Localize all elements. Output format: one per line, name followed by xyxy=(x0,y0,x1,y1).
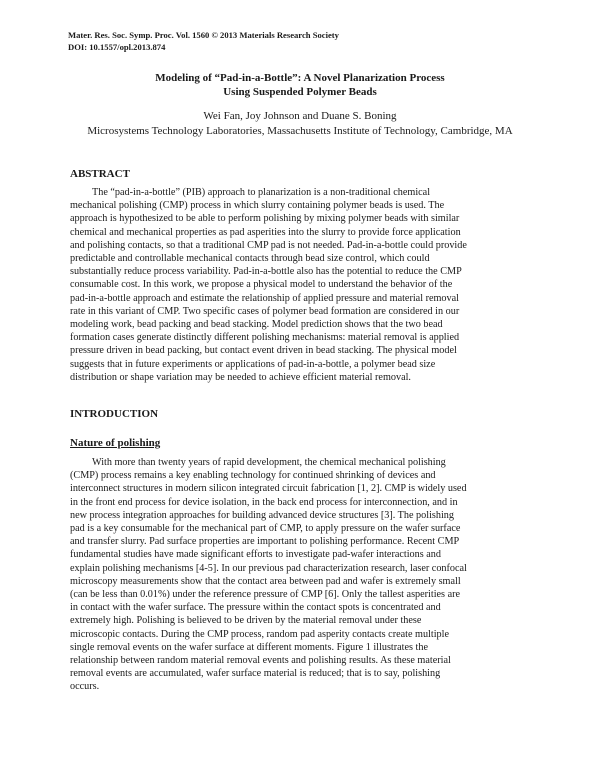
abstract-line: The “pad-in-a-bottle” (PIB) approach to planarization is a non-traditional chemical xyxy=(92,187,431,198)
author-block xyxy=(0,109,600,139)
intro-line: (can be less than 0.01%) under the reference pressure of CMP [6]. Only the tallest asperities are xyxy=(70,589,460,601)
title-line-2: Using Suspended Polymer Beads xyxy=(223,85,377,98)
introduction-heading: INTRODUCTION xyxy=(70,408,159,420)
intro-line: single removal events on the wafer surface at different moments. Figure 1 illustrates the xyxy=(70,641,428,653)
abstract-line: consumable cost. In this work, we propose a physical model to understand the behavior of the xyxy=(70,279,453,291)
abstract-line: suggests that in future experiments or applications of pad-in-a-bottle, a polymer bead size xyxy=(70,358,436,370)
intro-line: relationship between random material removal events and polishing results. As these material xyxy=(70,655,451,667)
abstract-line: approach is hypothesized to be able to perform polishing by mixing polymer beads with similar xyxy=(70,213,460,225)
abstract-heading: ABSTRACT xyxy=(70,168,130,180)
intro-line: With more than twenty years of rapid development, the chemical mechanical polishing xyxy=(92,457,446,468)
author-affiliation: Microsystems Technology Laboratories, Massachusetts Institute of Technology, Cambridge, MA xyxy=(87,125,513,137)
abstract-line: predictable and controllable mechanical contacts through bead size control, which could xyxy=(70,253,430,265)
intro-line: interconnect structures in modern silicon integrated circuit fabrication [1, 2]. CMP is widely used xyxy=(70,483,467,495)
author-names: Wei Fan, Joy Johnson and Duane S. Boning xyxy=(203,110,397,122)
intro-line: in contact with the wafer surface. The pressure within the contact spots is concentrated and xyxy=(70,602,441,614)
abstract-line: distribution or shape variation may be needed to achieve efficient material removal. xyxy=(70,371,411,383)
abstract-line: formation cases generate distinctly different polishing mechanisms: material removal is applied xyxy=(70,332,460,344)
section-subheading: Nature of polishing xyxy=(70,437,161,449)
doi: DOI: 10.1557/opl.2013.874 xyxy=(68,41,166,52)
abstract-line: substantially reduce process variability. Pad-in-a-bottle also has the potential to reduce the CMP xyxy=(70,266,462,278)
abstract-line: pressure driven in bead packing, but contact event driven in bead stacking. The physical model xyxy=(70,345,457,357)
intro-line: in the front end process for device isolation, in the back end process for interconnection, and in xyxy=(70,496,458,508)
paper-title xyxy=(0,72,600,99)
intro-line: removal events are accumulated, wafer surface material is reduced; that is to say, polishing xyxy=(70,668,441,680)
intro-line: microscopic contacts. During the CMP process, random pad asperity contacts create multiple xyxy=(70,628,449,640)
intro-line: microscopy measurements show that the contact area between pad and wafer is extremely small xyxy=(70,575,461,587)
abstract-line: chemical and mechanical properties as pad asperities into the slurry to provide force application xyxy=(70,226,461,238)
abstract-line: and polishing contacts, so that a traditional CMP pad is not needed. Pad-in-a-bottle could provide xyxy=(70,239,467,251)
intro-line: extremely high. Polishing is believed to be driven by the material removal under these xyxy=(70,615,422,627)
journal-header xyxy=(68,30,339,53)
abstract-line: mechanical polishing (CMP) process in which slurry containing polymer beads is used. The xyxy=(70,200,445,212)
introduction-body xyxy=(70,456,538,694)
journal-citation: Mater. Res. Soc. Symp. Proc. Vol. 1560 © 2013 Materials Research Society xyxy=(68,30,339,40)
title-line-1: Modeling of “Pad-in-a-Bottle”: A Novel Planarization Process xyxy=(155,72,445,84)
abstract-line: pad-in-a-bottle approach and estimate the relationship of applied pressure and material removal xyxy=(70,292,459,304)
abstract-body xyxy=(70,186,538,384)
abstract-line: modeling work, bead packing and bead stacking. Model prediction shows that the two bead xyxy=(70,319,443,331)
abstract-line: rate in this variant of CMP. Two specific cases of polymer bead formation are considered in our xyxy=(70,305,460,317)
intro-line: new process integration approaches for building advanced device structures [3]. The polishing xyxy=(70,509,454,521)
intro-line: pad is a key consumable for the mechanical part of CMP, to apply pressure on the wafer surface xyxy=(70,523,461,535)
intro-line: (CMP) process remains a key enabling technology for continued shrinking of devices and xyxy=(70,470,436,482)
intro-line: occurs. xyxy=(70,681,100,693)
intro-line: fundamental studies have made significant efforts to investigate pad-wafer interactions and xyxy=(70,549,441,561)
intro-line: and transfer slurry. Pad surface properties are important to polishing performance. Recent CMP xyxy=(70,536,460,548)
intro-line: explain polishing mechanisms [4-5]. In our previous pad characterization research, laser confocal xyxy=(70,562,467,574)
